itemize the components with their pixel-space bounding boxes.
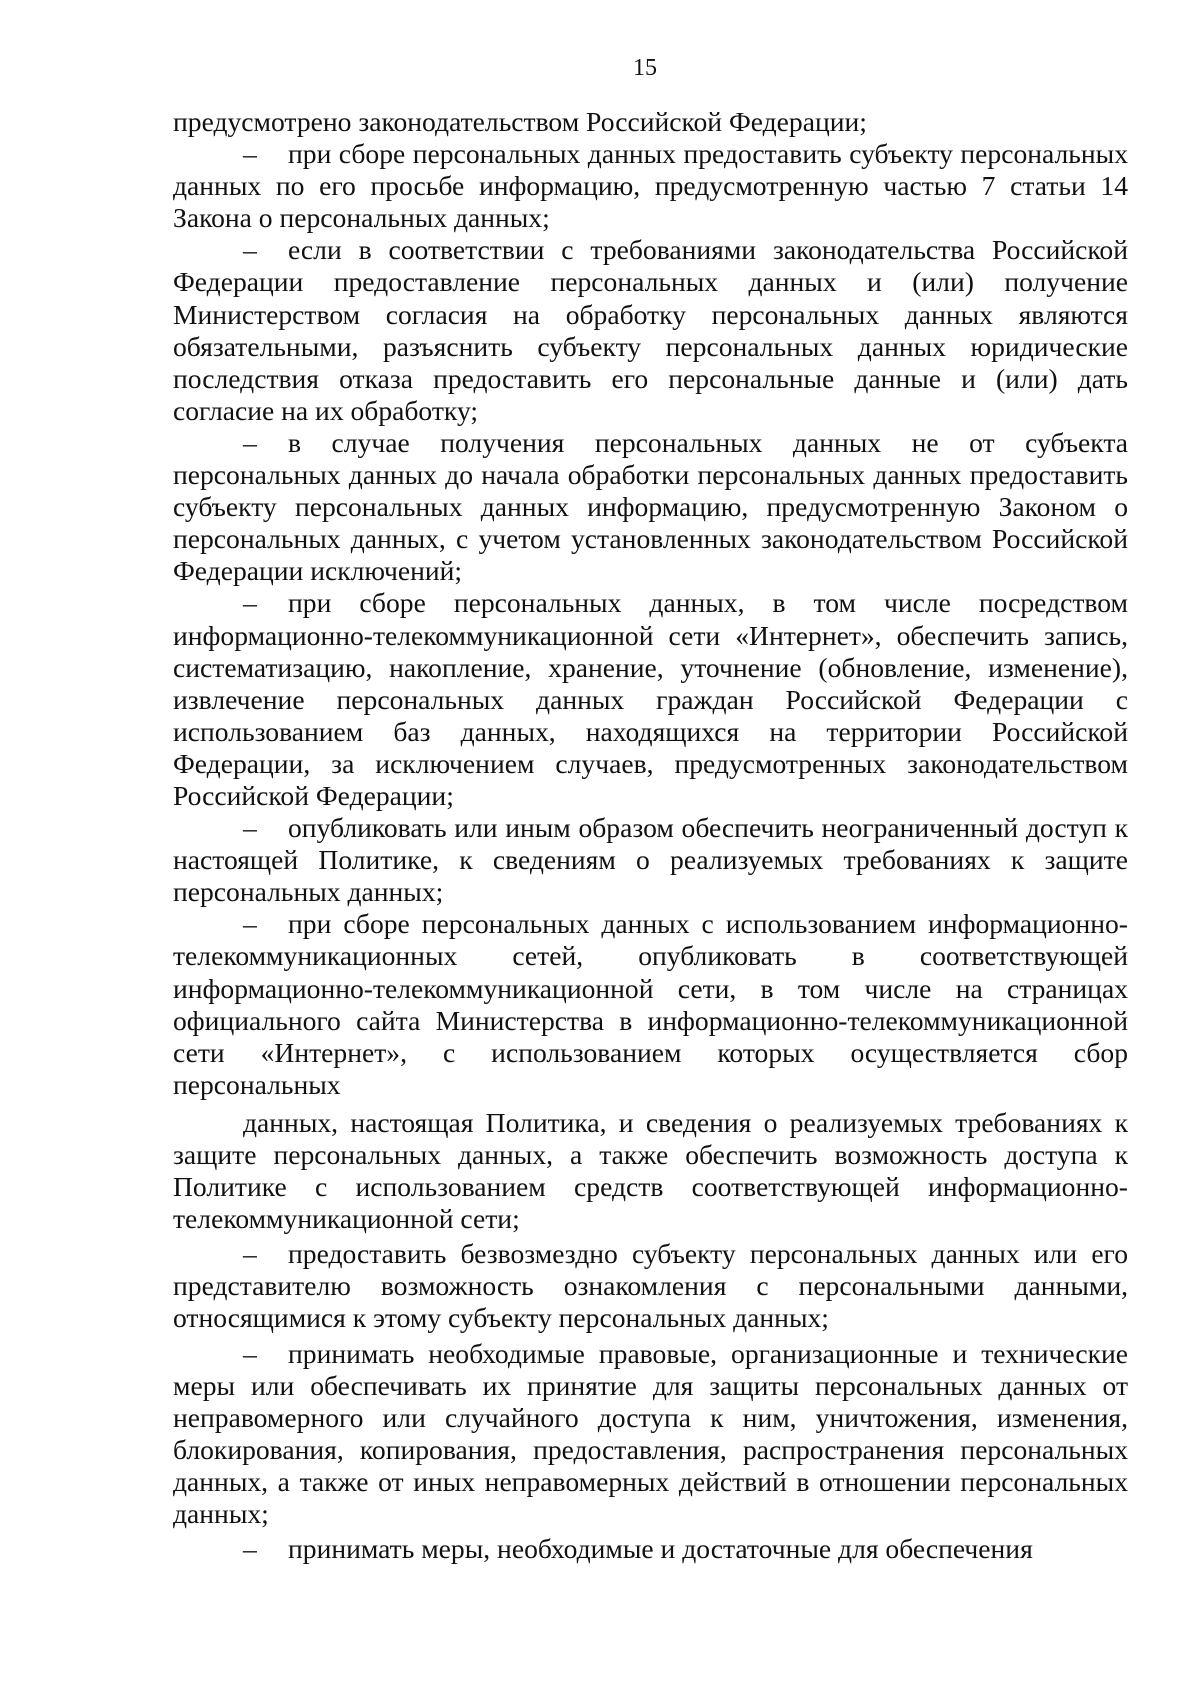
dash-marker: – (243, 908, 257, 940)
paragraph-text: предоставить безвозмездно субъекту персональных данных или его представителю возможность ознакомления с персональными данными, относящимися к этому субъекту персональных данных; (173, 1238, 1128, 1334)
paragraph-text: принимать меры, необходимые и достаточные для обеспечения (288, 1533, 1033, 1565)
paragraph-text: опубликовать или иным образом обеспечить неограниченный доступ к настоящей Политике, к сведениям о реализуемых требованиях к защите персональных данных; (173, 812, 1128, 908)
dash-marker: – (243, 426, 257, 458)
paragraph-text: предусмотрено законодательством Российской Федерации; (173, 106, 867, 137)
dash-marker: – (243, 1238, 257, 1270)
list-item (173, 427, 1128, 587)
document-body (173, 106, 1128, 1565)
paragraph-text: если в соответствии с требованиями законодательства Российской Федерации предоставление персональных данных и (или) получение Министерством согласия на обработку персональных данных являются обязательными, разъяснить субъекту персональных данных юридические последствия отказа предоставить его персональные данные и (или) дать согласие на их обработку; (173, 234, 1128, 426)
list-item (173, 812, 1128, 908)
dash-marker: – (243, 234, 257, 266)
dash-marker: – (243, 138, 257, 170)
list-item (173, 234, 1128, 427)
page-number: 15 (633, 55, 657, 81)
paragraph-text: при сборе персональных данных с использованием информационно-телекоммуникационных сетей, опубликовать в соответствующей информационно-телекоммуникационной сети, в том числе на страницах официального сайта Министерства в информационно-телекоммуникационной сети «Интернет», с использованием которых осуществляется сбор персональных (173, 908, 1128, 1100)
paragraph-continuation (173, 1107, 1128, 1235)
paragraph-text: данных, настоящая Политика, и сведения о реализуемых требованиях к защите персональных данных, а также обеспечить возможность доступа к Политике с использованием средств соответствующей информационно-телекоммуникационной сети; (173, 1106, 1128, 1235)
dash-marker: – (243, 1533, 257, 1565)
list-item (173, 138, 1128, 234)
list-item (173, 1238, 1128, 1334)
list-item (173, 1533, 1128, 1565)
dash-marker: – (243, 1337, 257, 1369)
list-item (173, 587, 1128, 812)
paragraph-text: принимать необходимые правовые, организационные и технические меры или обеспечивать их принятие для защиты персональных данных от неправомерного или случайного доступа к ним, уничтожения, изменения, блокирования, копирования, предоставления, распространения персональных данных, а также от иных неправомерных действий в отношении персональных данных; (173, 1337, 1128, 1530)
paragraph-text: при сборе персональных данных предоставить субъекту персональных данных по его просьбе информацию, предусмотренную частью 7 статьи 14 Закона о персональных данных; (173, 138, 1128, 234)
list-item (173, 1338, 1128, 1531)
paragraph-text: при сборе персональных данных, в том числе посредством информационно-телекоммуникационной сети «Интернет», обеспечить запись, систематизацию, накопление, хранение, уточнение (обновление, изменение), извлечение персональных данных граждан Российской Федерации с использованием баз данных, находящихся на территории Российской Федерации, за исключением случаев, предусмотренных законодательством Российской Федерации; (173, 587, 1128, 811)
paragraph-continuation (173, 106, 1128, 138)
dash-marker: – (243, 812, 257, 844)
dash-marker: – (243, 587, 257, 619)
paragraph-text: в случае получения персональных данных не от субъекта персональных данных до начала обработки персональных данных предоставить субъекту персональных данных информацию, предусмотренную Законом о персональных данных, с учетом установленных законодательством Российской Федерации исключений; (173, 426, 1128, 587)
list-item (173, 908, 1128, 1101)
